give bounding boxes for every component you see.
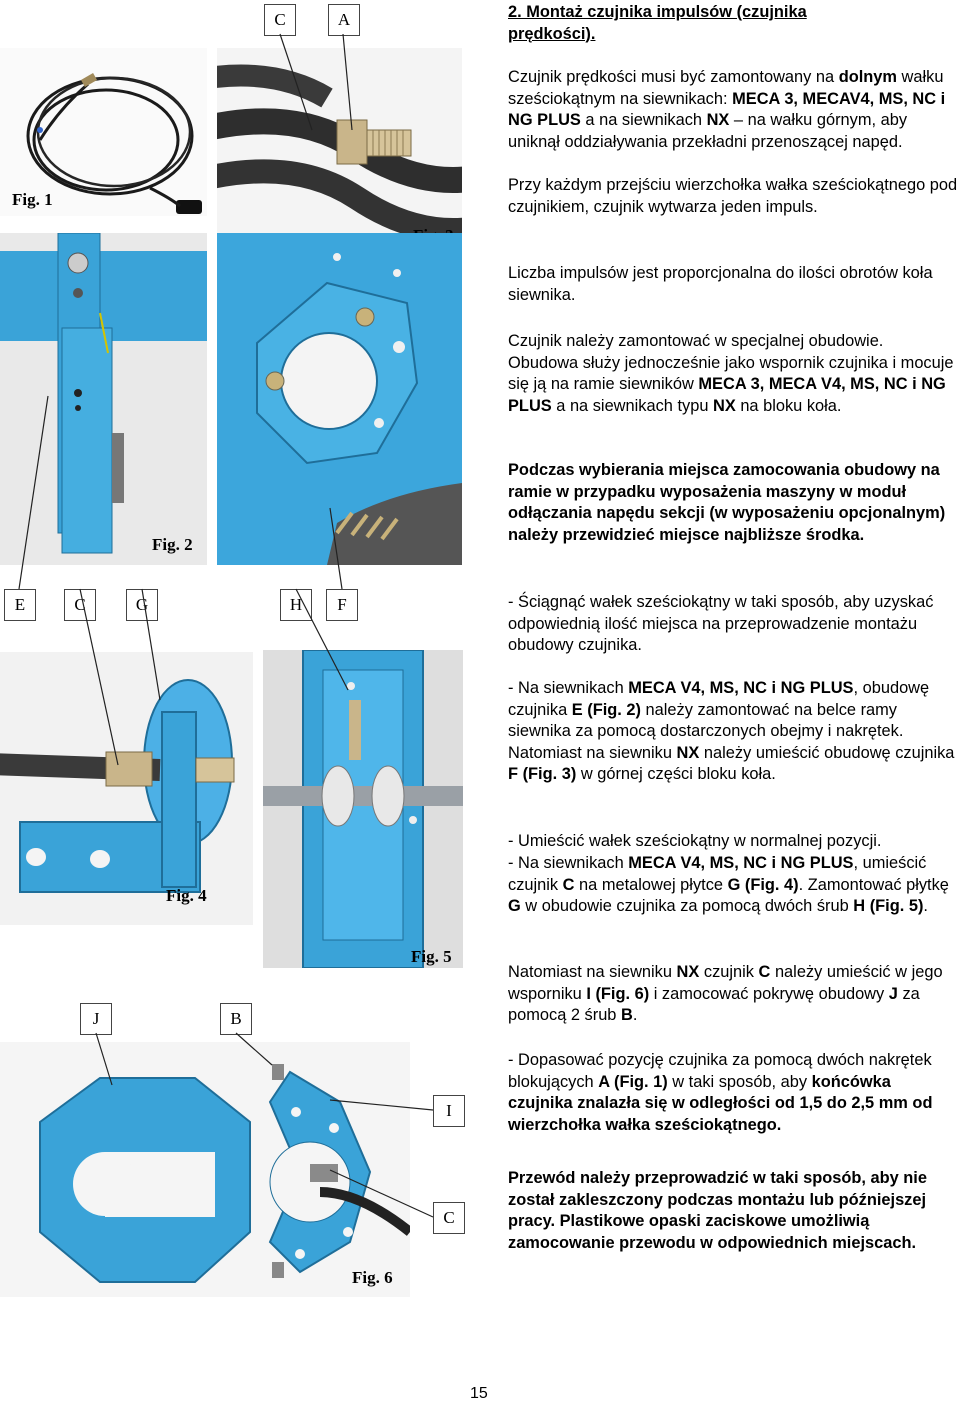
paragraph-6: - Ściągnąć wałek sześciokątny w taki sposób, aby uzyskać odpowiednią ilość miejsca na przeprowadzenie montażu obudowy czujnika. xyxy=(508,593,934,654)
fig-4-label: Fig. 4 xyxy=(166,886,207,905)
callout-b: B xyxy=(220,1003,252,1035)
p10-text-e: należy umieścić w jego wsporniku xyxy=(508,963,943,1003)
nx-housing-illustration xyxy=(0,1042,410,1297)
p9-text-a: - Na siewnikach xyxy=(508,854,629,872)
fig-1-label: Fig. 1 xyxy=(12,190,53,209)
sensor-closeup-illustration xyxy=(217,48,462,255)
housing-frame-illustration xyxy=(0,233,207,565)
page-number: 15 xyxy=(470,1385,488,1402)
callout-f: F xyxy=(326,589,358,621)
p1-text-e: a na siewnikach xyxy=(580,111,707,129)
paragraph-4 xyxy=(508,331,958,417)
p11-text-a: - Dopasować pozycję czujnika za pomocą dwóch nakrętek blokujących xyxy=(508,1051,932,1091)
fig-5-label: Fig. 5 xyxy=(411,947,452,966)
callout-g: G xyxy=(126,589,158,621)
p1-bold-b: dolnym xyxy=(838,68,897,86)
figure-2-housing-on-frame xyxy=(0,233,207,565)
p11-bold-d: końcówka czujnika znalazła się w odległości od 1,5 do 2,5 mm od wierzchołka wałka sześciokątnego. xyxy=(508,1072,933,1134)
p7-text-g: należy umieścić obudowę czujnika xyxy=(699,743,955,762)
p10-bold-d: C xyxy=(758,963,771,981)
p9-text-i: w obudowie czujnika za pomocą dwóch śrub xyxy=(520,897,854,915)
p9-text-e: na metalowej płytce xyxy=(574,875,728,894)
p10-bold-b: NX xyxy=(676,963,700,981)
figure-1-cable xyxy=(0,48,207,216)
paragraph-1 xyxy=(508,67,958,153)
figure-5-housing-side xyxy=(263,650,463,968)
p1-text-g: – na wałku górnym, aby uniknął oddziaływania przekładni przenoszącej napęd. xyxy=(508,111,908,151)
p7-text-e: należy zamontować na belce ramy siewnika za pomocą dostarczonych obejmy i nakrętek. Natomiast na siewniku xyxy=(508,700,904,762)
p10-text-a: Natomiast na siewniku xyxy=(508,963,677,981)
p1-text-a: Czujnik prędkości musi być zamontowany na xyxy=(508,68,835,86)
p10-text-g: i zamocować pokrywę obudowy xyxy=(649,984,889,1003)
figure-6-nx-housing xyxy=(0,1042,410,1297)
paragraph-5: Podczas wybierania miejsca zamocowania obudowy na ramie w przypadku wyposażenia maszyny w moduł odłączania napędu sekcji (w wyposażeniu opcjonalnym) należy przewidzieć miejsce najbliższe środka. xyxy=(508,461,946,544)
paragraph-10 xyxy=(508,962,958,1027)
p10-text-i: za pomocą 2 śrub xyxy=(508,984,920,1024)
paragraph-7 xyxy=(508,678,958,786)
p7-text-i: w górnej części bloku koła. xyxy=(576,765,776,783)
callout-c-bottom: C xyxy=(433,1202,465,1234)
paragraph-9 xyxy=(508,853,958,918)
p1-bold-f: NX xyxy=(706,111,730,129)
p1-bold-d: MECA 3, MECAV4, MS, NC i NG PLUS xyxy=(508,89,946,129)
figure-3-sensor xyxy=(217,48,462,255)
p9-text-g: . Zamontować płytkę xyxy=(798,875,949,894)
housing-side-illustration xyxy=(263,650,463,968)
p9-bold-b: MECA V4, MS, NC i NG PLUS xyxy=(628,854,854,872)
p7-bold-h: F (Fig. 3) xyxy=(508,765,577,783)
heading-line-2: prędkości). xyxy=(508,24,596,43)
p7-bold-b: MECA V4, MS, NC i NG PLUS xyxy=(628,679,854,697)
p7-text-a: - Na siewnikach xyxy=(508,679,629,697)
p9-text-c: , umieścić czujnik xyxy=(508,854,927,894)
p10-bold-f: I (Fig. 6) xyxy=(586,984,650,1003)
p10-bold-j: B xyxy=(620,1006,633,1024)
callout-i: I xyxy=(433,1095,465,1127)
callout-c-mid: C xyxy=(64,589,96,621)
p9-bold-j: H (Fig. 5) xyxy=(853,897,924,915)
p9-bold-d: C xyxy=(562,875,575,894)
callout-j: J xyxy=(80,1003,112,1035)
callout-h: H xyxy=(280,589,312,621)
callout-c-top: C xyxy=(264,4,296,36)
p10-bold-h: J xyxy=(888,984,898,1003)
p1-text-c: wałku sześciokątnym na siewnikach: xyxy=(508,68,944,108)
figure-3-housing-plate xyxy=(217,233,462,565)
paragraph-8: - Umieścić wałek sześciokątny w normalnej pozycji. xyxy=(508,832,882,850)
callout-a-top: A xyxy=(328,4,360,36)
paragraph-12: Przewód należy przeprowadzić w taki sposób, aby nie został zakleszczony podczas montażu lub późniejszej pracy. Plastikowe opaski zaciskowe umożliwią zamocowanie przewodu w odpowiednich miejscach. xyxy=(508,1169,927,1252)
paragraph-11 xyxy=(508,1050,958,1136)
p4-text-a: Czujnik należy zamontować w specjalnej obudowie. Obudowa służy jednocześnie jako wspornik czujnika i mocuje się ją na ramie siewników xyxy=(508,332,954,393)
fig-2-label: Fig. 2 xyxy=(152,535,193,554)
p4-bold-d: NX xyxy=(712,396,736,415)
p10-text-k: . xyxy=(632,1006,638,1024)
p11-text-c: w taki sposób, aby xyxy=(667,1072,812,1091)
p9-text-k: . xyxy=(923,897,928,915)
p9-bold-h: G xyxy=(508,897,521,915)
section-heading xyxy=(508,2,958,45)
fig-6-label: Fig. 6 xyxy=(352,1268,393,1287)
p4-text-e: na bloku koła. xyxy=(735,396,842,415)
p10-text-c: czujnik xyxy=(699,963,759,981)
housing-plate-illustration xyxy=(217,233,462,565)
figure-4-sensor-plate xyxy=(0,652,253,925)
callout-e: E xyxy=(4,589,36,621)
p7-bold-f: NX xyxy=(676,743,700,762)
sensor-plate-illustration xyxy=(0,652,253,925)
paragraph-2: Przy każdym przejściu wierzchołka wałka sześciokątnego pod czujnikiem, czujnik wytwarza jeden impuls. xyxy=(508,176,958,216)
p7-text-c: , obudowę czujnika xyxy=(508,679,930,719)
heading-line-1: 2. Montaż czujnika impulsów (czujnika xyxy=(508,3,807,21)
p11-bold-b: A (Fig. 1) xyxy=(598,1072,668,1091)
p4-text-c: a na siewnikach typu xyxy=(551,396,713,415)
p7-bold-d: E (Fig. 2) xyxy=(571,700,641,719)
paragraph-3: Liczba impulsów jest proporcjonalna do ilości obrotów koła siewnika. xyxy=(508,264,933,304)
p4-bold-b: MECA 3, MECA V4, MS, NC i NG PLUS xyxy=(508,375,946,415)
p9-bold-f: G (Fig. 4) xyxy=(727,875,799,894)
